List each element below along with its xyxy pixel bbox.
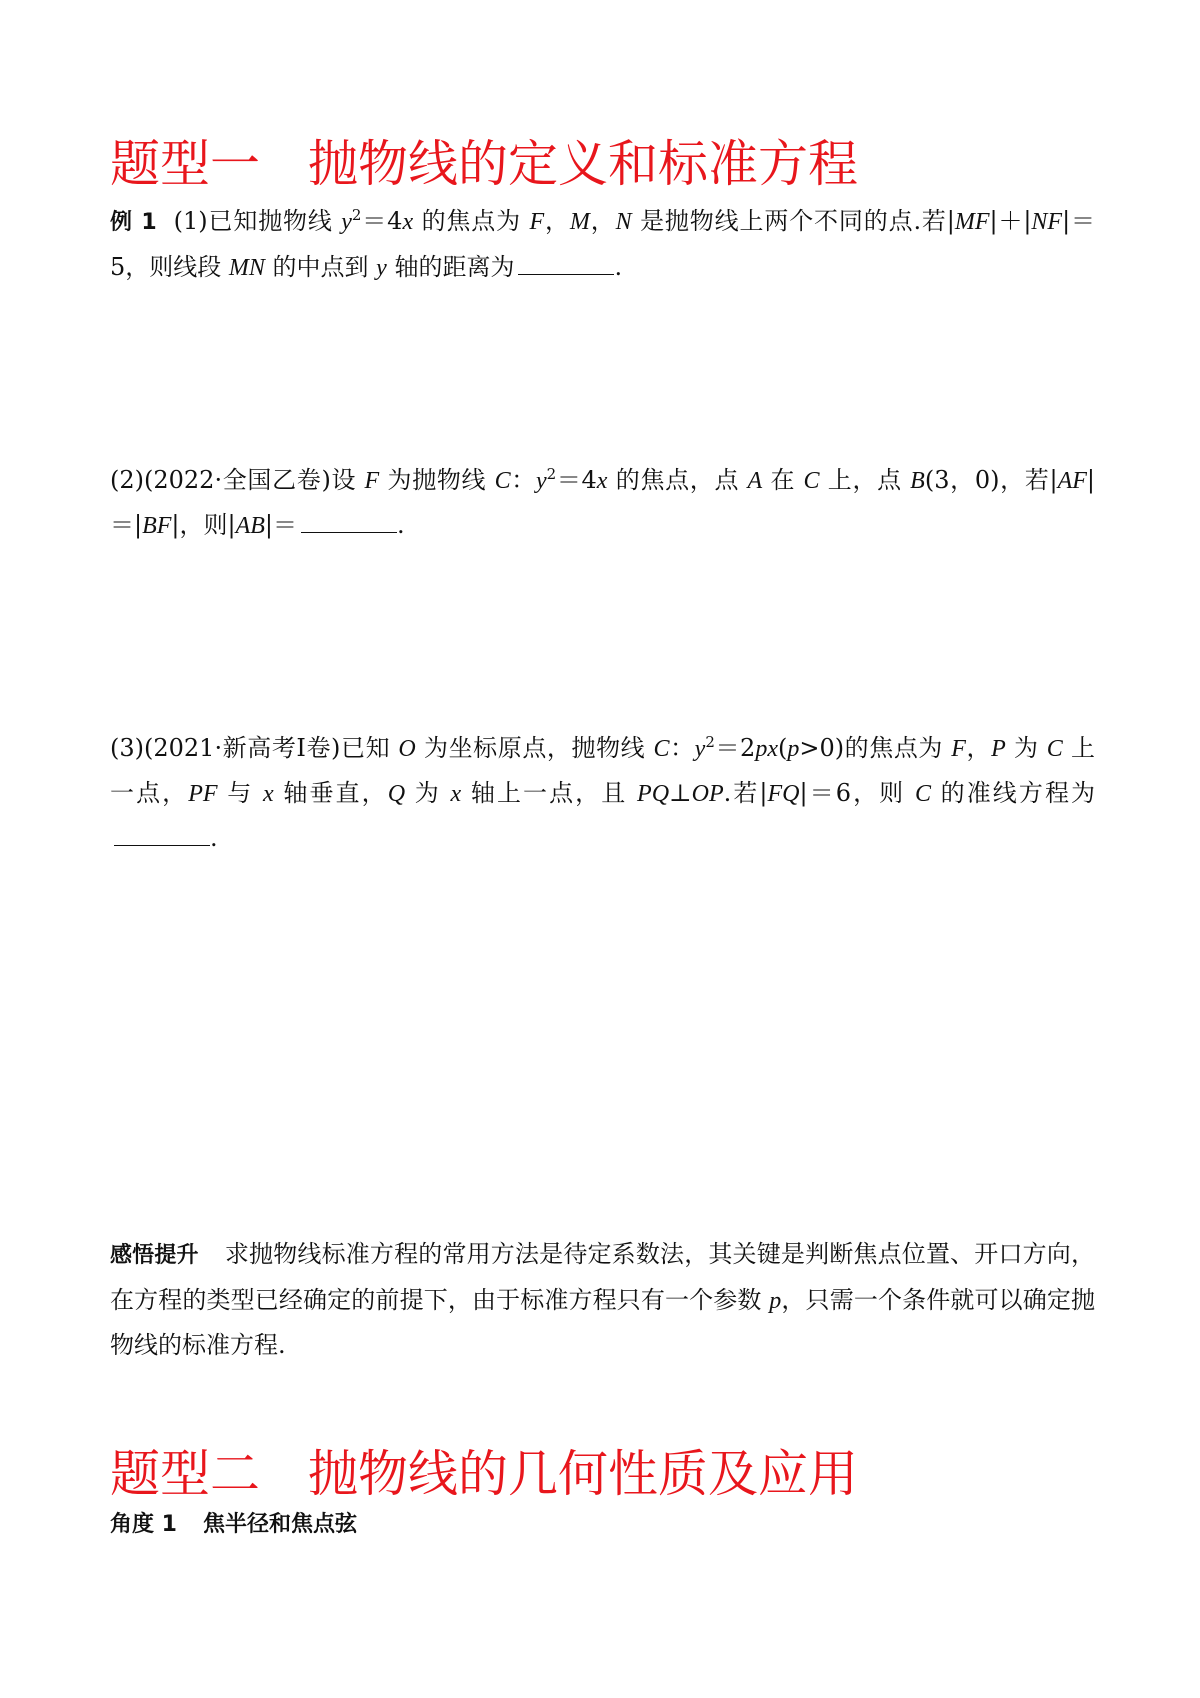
text: 的准线方程为: [930, 779, 1096, 807]
var: B: [910, 468, 925, 494]
answer-blank[interactable]: [301, 512, 397, 533]
example-1-question-1: [110, 199, 1095, 290]
insight-label: 感悟提升: [110, 1243, 199, 1268]
text: 轴的距离为: [386, 253, 515, 281]
var: y: [376, 255, 387, 281]
angle-label: 角度 1: [110, 1512, 177, 1537]
var: C: [803, 468, 820, 494]
section-prefix: 题型一: [110, 135, 260, 193]
question-source: (2021·新高考Ⅰ卷): [144, 734, 341, 762]
exponent: 2: [351, 206, 362, 224]
text: 为: [1005, 734, 1047, 762]
angle-subheading: [110, 1508, 357, 1542]
var: y: [341, 209, 352, 235]
text: ：: [510, 466, 536, 494]
text: 的中点到: [264, 253, 377, 281]
var: AF: [1057, 468, 1087, 494]
answer-blank[interactable]: [518, 254, 614, 275]
var: F: [364, 468, 380, 494]
text: 的焦点，点: [607, 466, 748, 494]
text: ，: [965, 734, 992, 762]
var: C: [653, 736, 670, 762]
text: 在: [762, 466, 804, 494]
var: AB: [235, 513, 265, 539]
var: C: [1046, 736, 1063, 762]
text: >0)的焦点为: [799, 734, 952, 762]
text: .: [614, 253, 623, 281]
var: O: [398, 736, 416, 762]
text: (3，0)，若|: [924, 466, 1058, 494]
var: NF: [1031, 209, 1063, 235]
text: 是抛物线上两个不同的点.若|: [631, 207, 955, 235]
var: BF: [142, 513, 172, 539]
angle-title: 焦半径和焦点弦: [202, 1512, 357, 1537]
text: 已知抛物线: [207, 207, 342, 235]
example-1-question-2: [110, 458, 1095, 548]
var: x: [402, 209, 414, 235]
text: 为抛物线: [379, 466, 495, 494]
text: ⊥: [669, 779, 692, 807]
var: FQ: [767, 781, 800, 807]
text: 为坐标原点，抛物线: [415, 734, 654, 762]
var: P: [991, 736, 1006, 762]
text: 上，点: [819, 466, 911, 494]
example-1-question-3: [110, 726, 1095, 860]
var: A: [747, 468, 763, 494]
text: (: [777, 734, 788, 762]
text: ，: [589, 207, 616, 235]
text: ，: [544, 207, 570, 235]
text: ＝4: [361, 207, 403, 235]
var: x: [450, 781, 462, 807]
text: ＝2: [714, 734, 756, 762]
text: 轴垂直，: [273, 779, 388, 807]
text: 求抛物线标准方程的常用方法是待定系数法，其关键是判断焦点位置、开口方向，在方程的类型已经确定的前提下，由于标准方程只有一个参数: [110, 1240, 1095, 1314]
text: |＝|: [110, 466, 1096, 539]
var: MF: [954, 209, 990, 235]
text: ＝4: [556, 466, 597, 494]
exponent: 2: [705, 733, 715, 751]
section-heading-1: [110, 134, 858, 194]
insight-paragraph: [110, 1232, 1095, 1367]
var: C: [914, 781, 931, 807]
text: 的焦点为: [413, 207, 530, 235]
var: MN: [228, 255, 265, 281]
text: 上一点，: [110, 734, 1095, 807]
var: N: [615, 209, 632, 235]
section-title: 抛物线的几何性质及应用: [308, 1445, 858, 1503]
text: .: [397, 511, 405, 539]
section-title: 抛物线的定义和标准方程: [308, 135, 858, 193]
text: ，只需一个条件就可以确定抛物线的标准方程.: [110, 1286, 1095, 1359]
text: 设: [330, 466, 365, 494]
var: OP: [691, 781, 724, 807]
question-number: (3): [110, 734, 144, 762]
var: Q: [387, 781, 406, 807]
var: x: [263, 781, 274, 807]
question-source: (2022·全国乙卷): [144, 466, 331, 494]
example-label: 例 1: [110, 210, 157, 235]
text: |＋|: [989, 207, 1032, 235]
text: |，则|: [171, 511, 236, 539]
text: |＝5，则线段: [110, 207, 1096, 281]
var: x: [596, 468, 608, 494]
var: C: [494, 468, 511, 494]
var: F: [529, 209, 545, 235]
text: 为: [405, 779, 451, 807]
text: .: [210, 824, 218, 852]
var: y: [535, 468, 547, 494]
var: y: [694, 736, 706, 762]
question-number: (2): [110, 466, 144, 494]
exponent: 2: [546, 465, 557, 483]
var: PF: [188, 781, 218, 807]
var: F: [951, 736, 966, 762]
text: .若|: [723, 779, 768, 807]
section-heading-2: [110, 1444, 858, 1504]
question-number: (1): [173, 207, 208, 235]
text: |＝: [264, 511, 298, 539]
var: PQ: [637, 781, 670, 807]
var: px: [755, 736, 778, 762]
var: p: [769, 1288, 782, 1314]
text: ：: [669, 734, 695, 762]
var: p: [787, 736, 800, 762]
text: |＝6，则: [799, 779, 915, 807]
var: M: [569, 209, 590, 235]
text: 已知: [340, 734, 399, 762]
answer-blank[interactable]: [114, 825, 210, 846]
section-prefix: 题型二: [110, 1445, 260, 1503]
text: 与: [217, 779, 264, 807]
text: 轴上一点，且: [461, 779, 638, 807]
